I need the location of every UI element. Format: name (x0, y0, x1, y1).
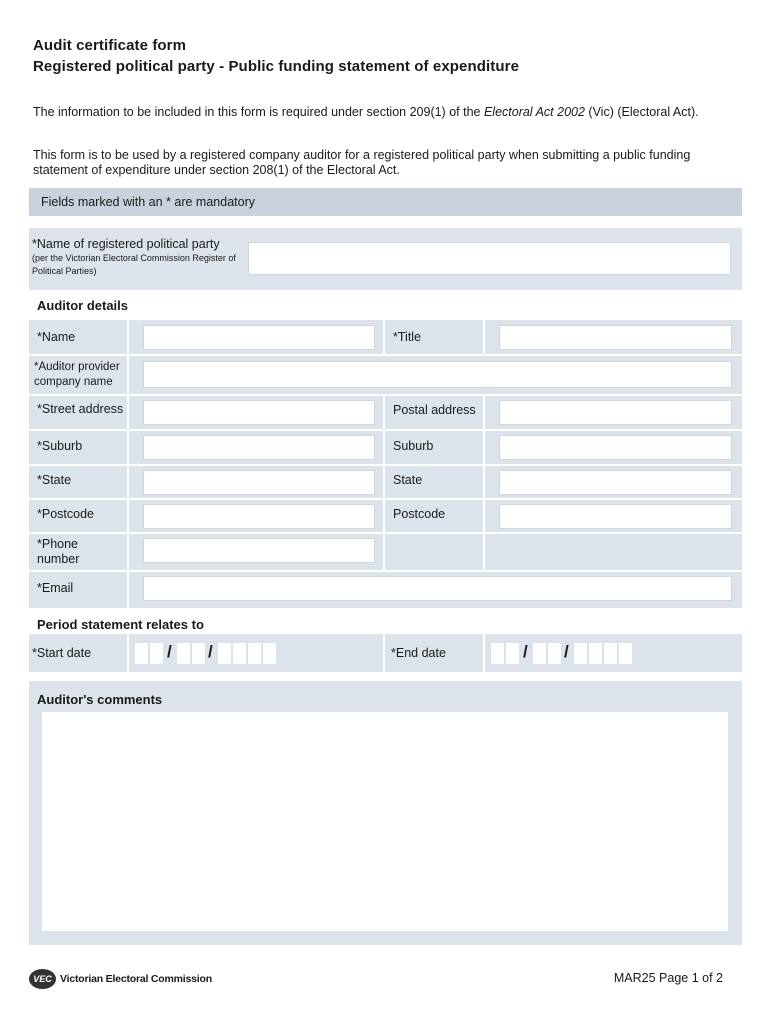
title-input[interactable] (499, 325, 732, 350)
postcode-input[interactable] (143, 504, 375, 529)
phone-label: *Phone number (37, 537, 80, 566)
period-heading: Period statement relates to (37, 617, 204, 632)
title-line-2: Registered political party - Public funding statement of expenditure (33, 58, 520, 75)
start-date-separator: / (167, 642, 172, 661)
start-year-digit-1[interactable] (218, 643, 231, 664)
company-input[interactable] (143, 361, 732, 388)
postal-postcode-input[interactable] (499, 504, 732, 529)
title-line-1: Audit certificate form (33, 37, 187, 54)
postal-suburb-label: Suburb (393, 439, 434, 453)
postal-state-input[interactable] (499, 470, 732, 495)
email-input[interactable] (143, 576, 732, 601)
postcode-label: *Postcode (37, 507, 94, 521)
auditor-details-heading: Auditor details (37, 298, 129, 313)
company-label: *Auditor provider company name (34, 361, 120, 388)
end-day-digit-2[interactable] (506, 643, 519, 664)
start-day-digit-2[interactable] (150, 643, 163, 664)
end-date-field (485, 634, 742, 672)
end-year-digit-1[interactable] (574, 643, 587, 664)
end-month-digit-1[interactable] (533, 643, 546, 664)
end-date-separator: / (564, 642, 569, 661)
suburb-label: *Suburb (37, 439, 83, 453)
postal-postcode-label: Postcode (393, 507, 446, 521)
form-title (33, 35, 519, 77)
vec-logo-mark: VEC (29, 969, 56, 989)
email-label: *Email (37, 581, 74, 595)
state-label: *State (37, 473, 72, 487)
period-grid (29, 634, 742, 672)
title-label: *Title (393, 330, 422, 344)
start-day-digit-1[interactable] (135, 643, 148, 664)
street-address-label: *Street address (37, 402, 124, 416)
start-year-digit-3[interactable] (248, 643, 261, 664)
start-month-digit-1[interactable] (177, 643, 190, 664)
end-year-digit-2[interactable] (589, 643, 602, 664)
name-label: *Name (37, 330, 76, 344)
comments-textarea[interactable] (42, 712, 728, 931)
postal-suburb-input[interactable] (499, 435, 732, 460)
postal-address-label: Postal address (393, 403, 476, 417)
intro-paragraph-2: This form is to be used by a registered company auditor for a registered political party when submitting a public funding statement of expenditure under section 208(1) of the Electoral Act. (33, 148, 691, 177)
end-year-digit-4[interactable] (619, 643, 632, 664)
start-date-label: *Start date (32, 646, 92, 660)
auditor-details-grid (29, 320, 742, 608)
end-date-label: *End date (391, 646, 446, 660)
postal-address-input[interactable] (499, 400, 732, 425)
phone-input[interactable] (143, 538, 375, 563)
mandatory-note: Fields marked with an * are mandatory (29, 188, 742, 216)
start-year-digit-2[interactable] (233, 643, 246, 664)
vec-org-name: Victorian Electoral Commission (60, 973, 212, 985)
intro-paragraph-1: The information to be included in this form is required under section 209(1) of the Electoral Act 2002 (Vic) (Electoral Act). (33, 105, 699, 119)
party-name-section (29, 228, 742, 290)
state-input[interactable] (143, 470, 375, 495)
end-date-separator: / (523, 642, 528, 661)
party-name-label: *Name of registered political party (32, 237, 220, 251)
suburb-input[interactable] (143, 435, 375, 460)
end-month-digit-2[interactable] (548, 643, 561, 664)
postal-state-label: State (393, 473, 423, 487)
name-input[interactable] (143, 325, 375, 350)
street-address-input[interactable] (143, 400, 375, 425)
party-name-input[interactable] (248, 242, 731, 275)
start-date-field (129, 634, 383, 672)
end-year-digit-3[interactable] (604, 643, 617, 664)
start-date-separator: / (208, 642, 213, 661)
start-month-digit-2[interactable] (192, 643, 205, 664)
comments-section (29, 681, 742, 945)
vec-logo (29, 969, 212, 989)
page-info: MAR25 Page 1 of 2 (613, 971, 723, 985)
comments-heading: Auditor's comments (37, 692, 163, 707)
start-year-digit-4[interactable] (263, 643, 276, 664)
party-name-sublabel: (per the Victorian Electoral Commission Register of Political Parties) (32, 253, 236, 276)
end-day-digit-1[interactable] (491, 643, 504, 664)
